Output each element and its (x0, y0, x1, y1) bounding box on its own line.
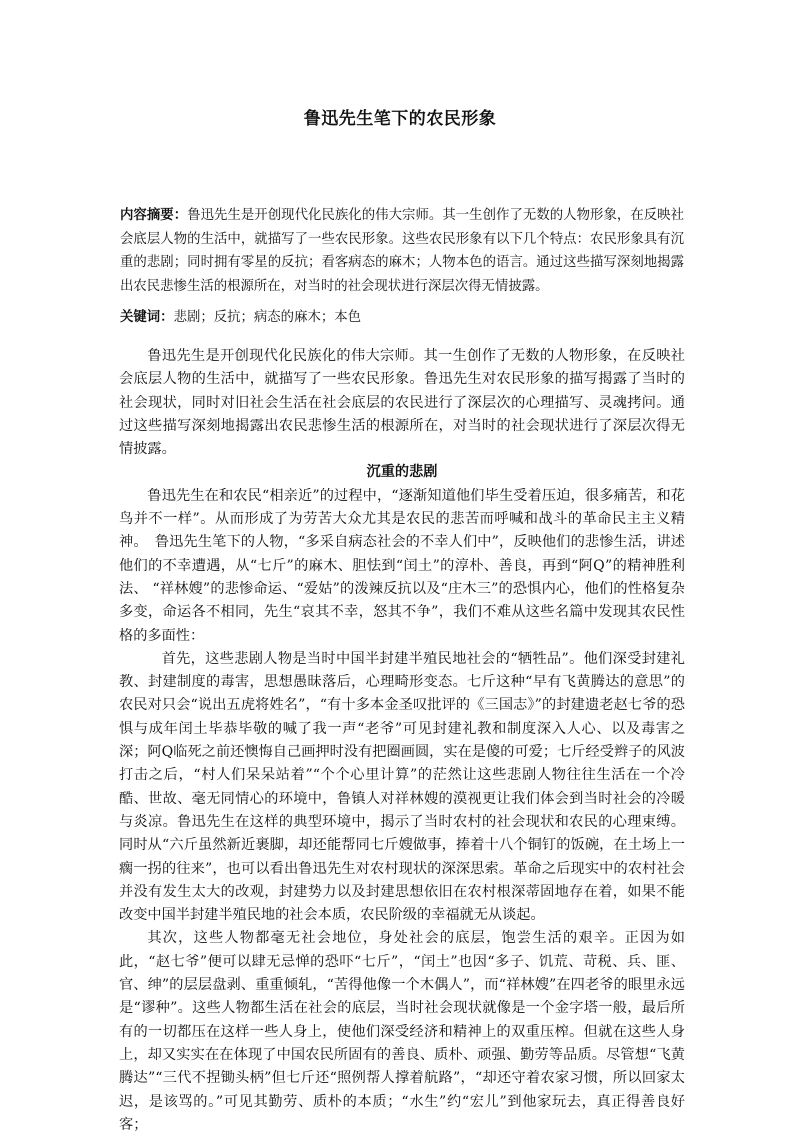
body-paragraph-intro: 鲁迅先生是开创现代化民族化的伟大宗师。其一生创作了无数的人物形象，在反映社会底层人物的生活中，就描写了一些农民形象。鲁迅先生对农民形象的描写揭露了当时的社会现状，同时对旧社会生活在社会底层的农民进行了深层次的心理描写、灵魂拷问。通过这些描写深刻地揭露出农民悲惨生活的根源所在，对当时的社会现状进行了深层次得无情披露。 (119, 348, 685, 458)
section-heading: 沉重的悲剧 (366, 464, 438, 481)
keywords-text: 悲剧；反抗；病态的麻木；本色 (173, 310, 362, 325)
abstract-text: 鲁迅先生是开创现代化民族化的伟大宗师。其一生创作了无数的人物形象，在反映社会底层人物的生活中，就描写了一些农民形象。这些农民形象有以下几个特点：农民形象具有沉重的悲剧；同时拥有零星的反抗；看客病态的麻木；人物本色的语言。通过这些描写深刻地揭露出农民悲惨生活的根源所在，对当时的社会现状进行深层次得无情披露。 (120, 208, 685, 294)
body-paragraph: 其次，这些人物都毫无社会地位，身处社会的底层，饱尝生活的艰辛。正因为如此，“赵七爷”便可以肆无忌惮的恐吓“七斤”，“闰土”也因“多子、饥荒、苛税、兵、匪、官、绅”的层层盘剥、重重倾轧，“苦得他像一个木偶人”，而“祥林嫂”在四老爷的眼里永远是“谬种”。这些人物都生活在社会的底层，当时社会现状就像是一个金字塔一般，最后所有的一切都压在这样一些人身上，使他们深受经济和精神上的双重压榨。但就在这些人身上，却又实实在在体现了中国农民所固有的善良、质朴、顽强、勤劳等品质。尽管想“飞黄腾达”“三代不捏锄头柄”但七斤还“照例帮人撑着航路”，“却还守着农家习惯，所以回家太迟，是该骂的。”可见其勤劳、质朴的本质；“水生”约“宏儿”到他家玩去，真正得善良好客； (119, 930, 685, 1133)
keywords-label: 关键词： (120, 310, 174, 325)
abstract (120, 204, 684, 298)
document-title: 鲁迅先生笔下的农民形象 (303, 109, 497, 129)
abstract-label: 内容摘要： (120, 208, 188, 223)
body-paragraph: 鲁迅先生在和农民“相亲近”的过程中，“逐渐知道他们毕生受着压迫，很多痛苦，和花鸟并不一样”。从而形成了为劳苦大众尤其是农民的悲苦而呼喊和战斗的革命民主主义精神。 鲁迅先生笔下的人物，“多采自病态社会的不幸人们中”，反映他们的悲惨生活，讲述他们的不幸遭遇，从“七斤”的麻木、胆怯到“闰土”的淳朴、善良，再到“阿Q”的精神胜利法、 “祥林嫂”的悲惨命运、“爱姑”的泼辣反抗以及“庄木三”的恐惧内心，他们的性格复杂多变，命运各不相同，先生“哀其不幸，怒其不争”，我们不难从这些名篇中发现其农民性格的多面性： (119, 487, 685, 644)
body-paragraph: 首先，这些悲剧人物是当时中国半封建半殖民地社会的“牺牲品”。他们深受封建礼教、封建制度的毒害，思想愚昧落后，心理畸形变态。七斤这种“早有飞黄腾达的意思”的农民对只会“说出五虎将姓名”，“有十多本金圣叹批评的《三国志》”的封建遗老赵七爷的恐惧与成年闰土毕恭毕敬的喊了我一声“老爷”可见封建礼教和制度深入人心、以及毒害之深；阿Q临死之前还懊悔自己画押时没有把圈画圆，实在是傻的可爱；七斤经受辫子的风波打击之后，“村人们呆呆站着”“个个心里计算”的茫然让这些悲剧人物往往生活在一个冷酷、世故、毫无同情心的环境中，鲁镇人对祥林嫂的漠视更让我们体会到当时社会的冷暖与炎凉。鲁迅先生在这样的典型环境中，揭示了当时农村的社会现状和农民的心理束缚。同时从“六斤虽然新近裹脚，却还能帮同七斤嫂做事，捧着十八个铜钉的饭碗，在土场上一瘸一拐的往来”，也可以看出鲁迅先生对农村现状的深深思索。革命之后现实中的农村社会并没有发生太大的改观，封建势力以及封建思想依旧在农村根深蒂固地存在着，如果不能改变中国半封建半殖民地的社会本质，农民阶级的幸福就无从谈起。 (119, 650, 685, 924)
document-body (119, 345, 685, 1137)
keywords (120, 306, 684, 330)
